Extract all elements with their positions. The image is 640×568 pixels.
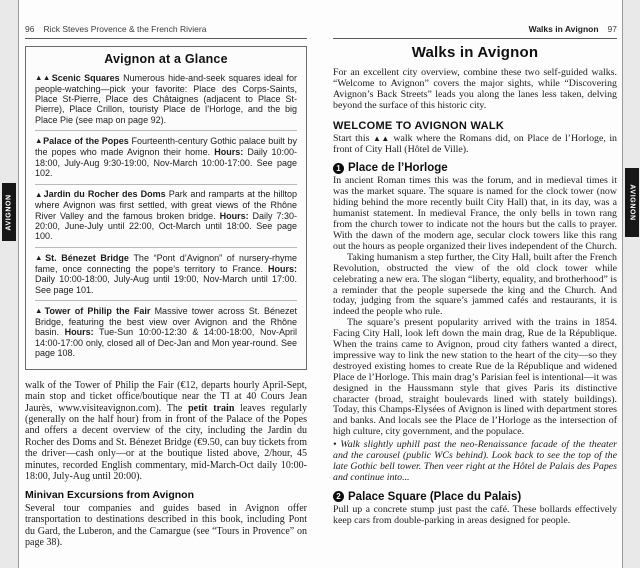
rating-triangles-icon: ▲▲ xyxy=(372,133,390,143)
left-page-body xyxy=(25,380,307,549)
paragraph-text: leaves regularly (generally on the half hour) from in front of the Palace of the Popes and offers a decent overview of the city, including the Jardin du Rocher des Doms and St. Bénezet Bridge (€9.50, can buy tickets from the driver—cash only—or at the boutique listed above, 2/hour, 45 minutes, recorded English commentary, mid-March-Oct daily 10:00-18:00, July-Aug until 20:00). xyxy=(25,402,307,483)
glance-entry-st-benezet-bridge xyxy=(35,247,297,300)
glance-entry-jardin-du-rocher xyxy=(35,184,297,247)
page-number-right: 97 xyxy=(607,24,617,34)
sight-name: St. Bénezet Bridge xyxy=(45,252,129,263)
stop-2-number-marker: 2 xyxy=(333,491,344,502)
petit-train-paragraph xyxy=(25,380,307,483)
rating-triangles-icon: ▲ xyxy=(35,253,45,263)
walk-start-paragraph xyxy=(333,134,617,156)
glance-entry-text xyxy=(35,306,297,358)
stop-2-heading xyxy=(333,491,617,503)
right-page-body xyxy=(333,44,617,527)
welcome-walk-heading: WELCOME TO AVIGNON WALK xyxy=(333,119,505,132)
running-head-left xyxy=(25,24,307,39)
paragraph-text: walk of the Tower of Philip the Fair (€12, departs hourly April-Sept, main stop and ticket office/boutique near the TI at 40 Cours Jean Jaurès, www.visiteavignon.com). The xyxy=(25,379,307,414)
minivan-paragraph: Several tour companies and guides based in Avignon offer transportation to destinations described in this book, including Pont du Gard, the Luberon, and the Camargue (see “Tours in Provence” on page 38). xyxy=(25,502,307,549)
sight-description: Park and ramparts at the hilltop where Avignon was first settled, with great views of the Rhône River Valley and the famous broken bridge. xyxy=(35,189,297,221)
right-page xyxy=(333,24,617,527)
minivan-excursions-heading: Minivan Excursions from Avignon xyxy=(25,489,194,502)
sight-description: Numerous hide-and-seek squares ideal for people-watching—pick your favorite: Place des Corps-Saints, Place St-Pierre, Place des Châtaignes (adjacent to Place St-Pierre), Place Crillon, touristy Place de l’Horloge, and the big Place Pie (see map on page 92). xyxy=(35,72,297,125)
hours-label: Hours: xyxy=(64,327,94,338)
paragraph-text: Start this xyxy=(333,132,373,144)
chapter-tab-right-label: AVIGNON xyxy=(628,184,636,221)
hours-value: Daily 10:00-18:00, July-Aug until 19:00, Nov-March until 17:00. See page 101. xyxy=(35,274,297,295)
running-head-left-title: Rick Steves Provence & the French Riviera xyxy=(43,24,207,34)
sight-name: Tower of Philip the Fair xyxy=(44,305,151,316)
hours-label: Hours: xyxy=(268,263,297,274)
rating-triangles-icon: ▲▲ xyxy=(35,73,51,82)
chapter-title: Walks in Avignon xyxy=(411,44,539,61)
sight-name: Palace of the Popes xyxy=(43,135,129,146)
glance-box-title: Avignon at a Glance xyxy=(104,52,228,66)
rating-triangles-icon: ▲ xyxy=(35,189,43,199)
glance-entry-scenic-squares xyxy=(35,68,297,130)
rating-triangles-icon: ▲ xyxy=(35,136,43,146)
chapter-tab-right xyxy=(625,168,639,237)
stop-2-paragraph-1: Pull up a concrete stump just past the café. These bollards effectively keep cars from double-parking in areas designed for people. xyxy=(333,503,617,526)
stop-1-paragraph-1: In ancient Roman times this was the forum, and in medieval times it was the market square. The square is named for the clock tower (now hiding behind the more recently built City Hall) that, in its day, was a humanist statement. In medieval France, the only bells in town rang from the church tower to indicate not the hours but the calls to prayer. With the dawn of the modern age, secular clock towers like this rang out the hours as people organized their lives independent of the Church. xyxy=(333,175,617,252)
glance-entry-text xyxy=(35,253,297,295)
running-head-right xyxy=(333,24,617,39)
glance-entry-palace-of-the-popes xyxy=(35,130,297,183)
glance-entry-text xyxy=(35,73,297,125)
running-head-right-title: Walks in Avignon xyxy=(528,24,599,34)
chapter-tab-left-label: AVIGNON xyxy=(5,193,13,231)
hours-value: Daily 10:00-18:00, July-Aug 9:30-19:00, Nov-March 10:00-17:00. See page 102. xyxy=(35,147,297,178)
left-page xyxy=(25,24,307,549)
rating-triangles-icon: ▲ xyxy=(35,306,44,316)
stop-1-title: Place de l’Horloge xyxy=(348,162,448,175)
sight-name: Jardin du Rocher des Doms xyxy=(43,189,166,200)
chapter-tab-left xyxy=(2,183,16,241)
page-edge-right xyxy=(622,0,640,568)
stop-1-number-marker: 1 xyxy=(333,163,344,174)
sight-description: Massive tower across St. Bénezet Bridge, featuring the best view over Avignon and the Rhône basin. xyxy=(35,305,297,338)
avignon-at-a-glance-box xyxy=(25,46,307,370)
glance-entry-tower-of-philip xyxy=(35,300,297,363)
walking-direction-note: • Walk slightly uphill past the neo-Renaissance facade of the theater and the carousel (public WCs behind). Look back to see the top of the late Gothic bell tower. Then veer right at the Hôtel de Palais des Papes and continue into... xyxy=(333,439,617,483)
stop-1-paragraph-3: The square’s present popularity arrived with the trains in 1854. Facing City Hall, look left down the main drag, Rue de la République. When the trains came to Avignon, proud city fathers wanted a direct, impressive way to link the new station to the heart of the city—so they destroyed existing homes to create Rue de la République and widened Place de l’Horloge. This main drag’s Parisian feel is intentional—it was designed in the Haussmann style that gives Paris its distinctive character (broad, straight boulevards lined with stately buildings). Today, this Champs-Elysées of Avignon is lined with department stores and banks. And locals see the Place de l’Horloge as the intersection of high culture, city government, and the populace. xyxy=(333,317,617,438)
hours-value: Tue-Sun 10:00-12:30 & 14:00-18:00, Nov-April 14:00-17:00 only, closed all of Dec-Jan and Mon year-round. See page 108. xyxy=(35,327,297,359)
glance-entry-text xyxy=(35,189,297,241)
sight-name: Scenic Squares xyxy=(51,72,120,83)
stop-2-title: Palace Square (Place du Palais) xyxy=(348,490,522,503)
page-edge-left xyxy=(0,0,19,568)
stop-1-paragraph-2: Taking humanism a step further, the City Hall, built after the French Revolution, obstructed the view of the old clock tower while celebrating a new era. The slogan “liberty, equality, and brotherhood” is a reminder that the people supersede the king and the Church. And today, judging from the square’s jammed cafés and restaurants, it is indeed the people who rule. xyxy=(333,251,617,318)
petit-train-bold: petit train xyxy=(188,402,235,414)
intro-paragraph: For an excellent city overview, combine these two self-guided walks. “Welcome to Avignon” covers the major sights, while “Discovering Avignon’s Back Streets” leads you along the lanes less taken, delving beyond the surface of this historic city. xyxy=(333,67,617,111)
hours-value: Daily 7:30-20:00, June-July until 22:00, Oct-March until 18:00. See page 100. xyxy=(35,210,297,242)
hours-label: Hours: xyxy=(219,210,249,221)
sight-description: The “Pont d’Avignon” of nursery-rhyme fame, once connecting the pope’s territory to France. xyxy=(35,252,297,274)
page-number-left: 96 xyxy=(25,24,35,34)
glance-entry-text xyxy=(35,136,297,178)
stop-1-heading xyxy=(333,162,617,174)
paragraph-text: walk where the Romans did, on Place de l’Horloge, in front of City Hall (Hôtel de Ville). xyxy=(333,132,617,155)
sight-description: Fourteenth-century Gothic palace built by the popes who made Avignon their home. xyxy=(35,135,297,158)
hours-label: Hours: xyxy=(214,147,244,158)
